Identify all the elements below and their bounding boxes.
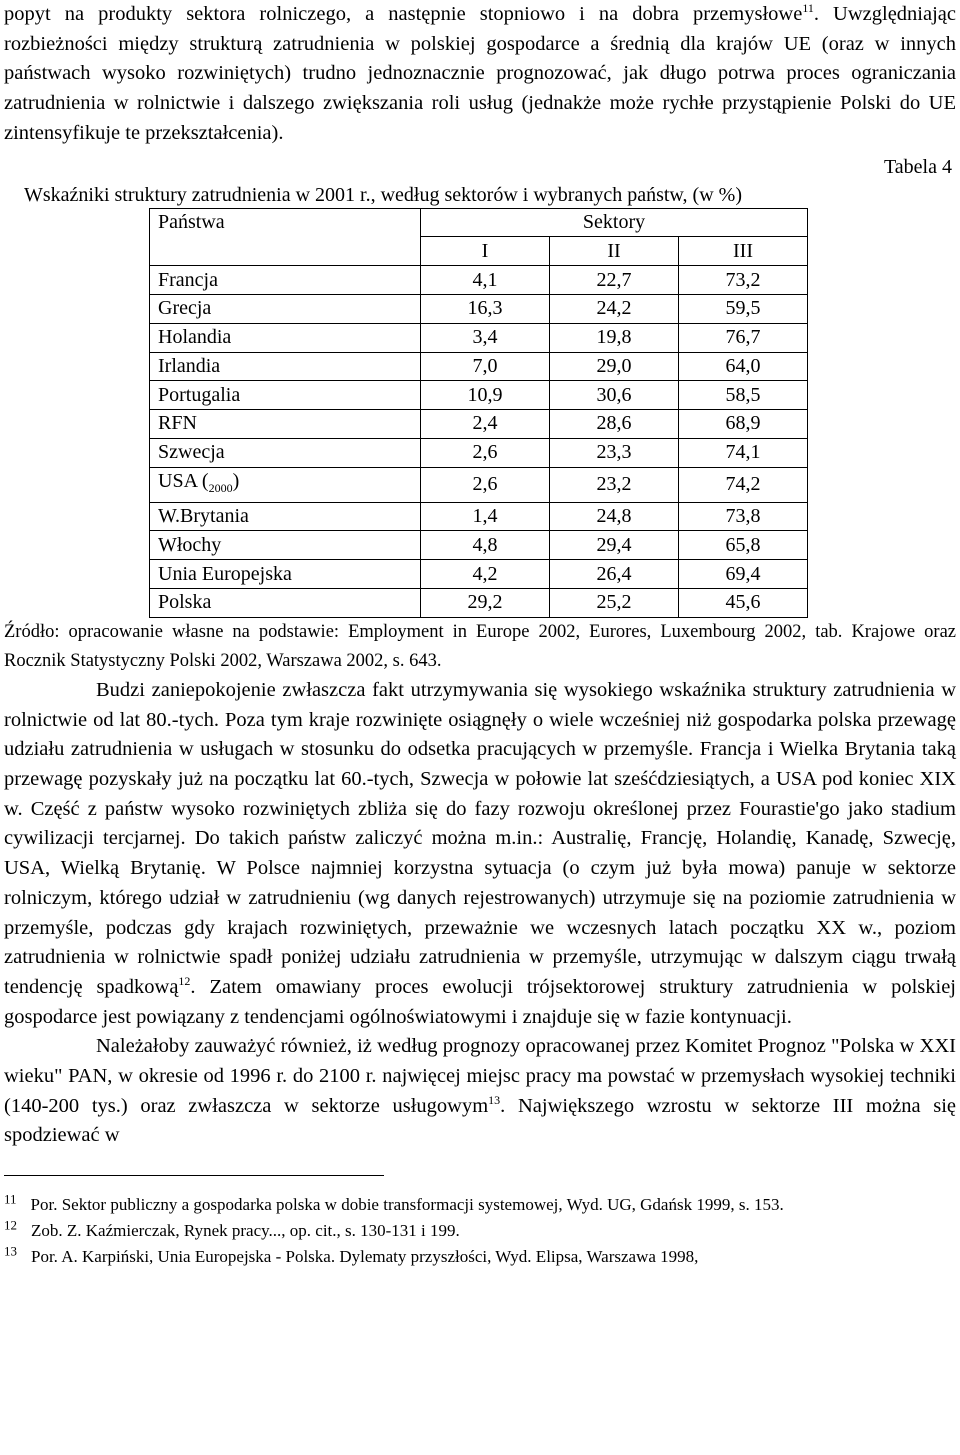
value-cell: 64,0	[679, 352, 808, 381]
value-cell: 29,0	[550, 352, 679, 381]
footnotes	[4, 1191, 956, 1268]
country-cell: Portugalia	[150, 381, 421, 410]
table-row	[150, 560, 808, 589]
value-cell: 58,5	[679, 381, 808, 410]
footnote-12	[4, 1217, 956, 1242]
value-cell: 69,4	[679, 560, 808, 589]
intro-paragraph	[4, 0, 956, 149]
value-cell: 2,6	[421, 467, 550, 502]
table-row	[150, 352, 808, 381]
value-cell: 2,6	[421, 438, 550, 467]
value-cell: 74,2	[679, 467, 808, 502]
country-cell: Włochy	[150, 531, 421, 560]
footnote-number: 11	[4, 1191, 17, 1207]
value-cell: 26,4	[550, 560, 679, 589]
document-page	[4, 0, 956, 1268]
country-cell: Polska	[150, 589, 421, 618]
paragraph-3-text: Należałoby zauważyć również, iż według prognozy opracowanej przez Komitet Prognoz "Polska w XXI wieku" PAN, w okresie od 1996 r. do 2100 r. najwięcej miejsc pracy ma powstać w przemysłach wysokiej techniki (140-200 tys.) oraz zwłaszcza w sektorze usługowym	[4, 1035, 956, 1117]
value-cell: 19,8	[550, 323, 679, 352]
table-row	[150, 323, 808, 352]
value-cell: 29,4	[550, 531, 679, 560]
header-sector-ii: II	[550, 237, 679, 266]
value-cell: 23,3	[550, 438, 679, 467]
country-cell: Irlandia	[150, 352, 421, 381]
country-cell: W.Brytania	[150, 502, 421, 531]
table-source: Źródło: opracowanie własne na podstawie: Employment in Europe 2002, Eurores, Luxembourg 2002, tab. Krajowe oraz Rocznik Statystyczny Polski 2002, Warszawa 2002, s. 643.	[4, 621, 956, 671]
intro-text: popyt na produkty sektora rolniczego, a następnie stopniowo i na dobra przemysłowe	[4, 3, 803, 25]
country-cell: USA $(_{2000})$	[150, 467, 421, 502]
table-row	[150, 381, 808, 410]
paragraph-3-text-rest: . Największego wzrostu w sektorze III można się spodziewać w	[4, 1094, 956, 1147]
table-header-row	[150, 208, 808, 237]
footnote-ref-13[interactable]: 13	[488, 1092, 501, 1107]
footnote-13	[4, 1243, 956, 1268]
value-cell: 59,5	[679, 294, 808, 323]
value-cell: 76,7	[679, 323, 808, 352]
value-cell: 16,3	[421, 294, 550, 323]
value-cell: 68,9	[679, 410, 808, 439]
value-cell: 24,2	[550, 294, 679, 323]
value-cell: 4,8	[421, 531, 550, 560]
table-row	[150, 294, 808, 323]
footnote-text: Por. Sektor publiczny a gospodarka polska w dobie transformacji systemowej, Wyd. UG, Gdańsk 1999, s. 153.	[30, 1195, 784, 1215]
paragraph-3	[4, 1032, 956, 1151]
header-sector-i: I	[421, 237, 550, 266]
footnote-ref-12[interactable]: 12	[178, 974, 191, 989]
country-cell: RFN	[150, 410, 421, 439]
table-row	[150, 531, 808, 560]
value-cell: 22,7	[550, 266, 679, 295]
country-cell: Francja	[150, 266, 421, 295]
country-cell: Szwecja	[150, 438, 421, 467]
country-cell: Unia Europejska	[150, 560, 421, 589]
paragraph-2-text: Budzi zaniepokojenie zwłaszcza fakt utrzymywania się wysokiego wskaźnika struktury zatrudnienia w rolnictwie od lat 80.-tych. Poza tym kraje rozwinięte osiągnęły o wiele wcześniej niż gospodarka polska przewagę udziału zatrudnienia w usługach w stosunku do odsetka pracujących w przemyśle. Francja i Wielka Brytania taką przewagę pozyskały już na początku lat 60.-tych, Szwecja w połowie lat sześćdziesiątych, a USA pod koniec XIX w. Część z państw wysoko rozwiniętych zbliża się do fazy rozwoju określonej przez Fourastie'go jako stadium cywilizacji tercjarnej. Do takich państw zaliczyć można m.in.: Australię, Francję, Holandię, Kanadę, Szwecję, USA, Wielką Brytanię. W Polsce najmniej korzystna sytuacja (o czym już była mowa) panuje w sektorze rolniczym, którego udział w zatrudnieniu (wg danych rejestrowanych) utrzymuje się na poziomie zatrudnienia w przemyśle, podczas gdy krajach rozwiniętych, przeważnie we wczesnych latach początku XX w., poziom zatrudnienia w rolnictwie spadł poniżej udziału zatrudnienia w przemyśle, utrzymując w dalszym ciągu trwałą tendencję spadkową	[4, 678, 956, 998]
header-country: Państwa	[150, 208, 421, 266]
table-row	[150, 502, 808, 531]
value-cell: 3,4	[421, 323, 550, 352]
value-cell: 24,8	[550, 502, 679, 531]
country-cell: Grecja	[150, 294, 421, 323]
value-cell: 4,2	[421, 560, 550, 589]
table-label: Tabela 4	[883, 155, 952, 178]
header-sectors: Sektory	[421, 208, 808, 237]
value-cell: 23,2	[550, 467, 679, 502]
footnote-separator	[4, 1175, 384, 1176]
footnote-text: Zob. Z. Kaźmierczak, Rynek pracy..., op. cit., s. 130-131 i 199.	[31, 1221, 460, 1241]
header-sector-iii: III	[679, 237, 808, 266]
footnote-11	[4, 1191, 956, 1216]
table-row	[150, 266, 808, 295]
footnote-number: 13	[4, 1243, 17, 1259]
table-title: Wskaźniki struktury zatrudnienia w 2001 r., według sektorów i wybranych państw, (w %)	[24, 183, 742, 206]
footnote-ref-11[interactable]: 11	[802, 1, 814, 16]
value-cell: 28,6	[550, 410, 679, 439]
value-cell: 73,2	[679, 266, 808, 295]
table-row	[150, 438, 808, 467]
value-cell: 7,0	[421, 352, 550, 381]
value-cell: 45,6	[679, 589, 808, 618]
table-row	[150, 589, 808, 618]
value-cell: 65,8	[679, 531, 808, 560]
footnote-number: 12	[4, 1217, 17, 1233]
value-cell: 2,4	[421, 410, 550, 439]
table-row	[150, 467, 808, 502]
value-cell: 29,2	[421, 589, 550, 618]
country-cell: Holandia	[150, 323, 421, 352]
value-cell: 73,8	[679, 502, 808, 531]
value-cell: 1,4	[421, 502, 550, 531]
intro-text-rest: . Uwzględniając rozbieżności między strukturą zatrudnienia w polskiej gospodarce a średnią dla krajów UE (oraz w innych państwach wysoko rozwiniętych) trudno jednoznacznie prognozować, jak długo potrwa proces ograniczania zatrudnienia w rolnictwie i dalszego zwiększania roli usług (jednakże może rychłe przystąpienie Polski do UE zintensyfikuje te przekształcenia).	[4, 3, 956, 144]
value-cell: 30,6	[550, 381, 679, 410]
value-cell: 74,1	[679, 438, 808, 467]
value-cell: 4,1	[421, 266, 550, 295]
table-row	[150, 410, 808, 439]
value-cell: 25,2	[550, 589, 679, 618]
footnote-text: Por. A. Karpiński, Unia Europejska - Polska. Dylematy przyszłości, Wyd. Elipsa, Warszawa 1998,	[31, 1247, 699, 1267]
value-cell: 10,9	[421, 381, 550, 410]
paragraph-2-text-rest: . Zatem omawiany proces ewolucji trójsektorowej struktury zatrudnienia w polskiej gospodarce jest powiązany z tendencjami ogólnoświatowymi i znajduje się w fazie kontynuacji.	[4, 975, 956, 1028]
employment-table	[149, 208, 808, 618]
paragraph-2	[4, 676, 956, 1032]
